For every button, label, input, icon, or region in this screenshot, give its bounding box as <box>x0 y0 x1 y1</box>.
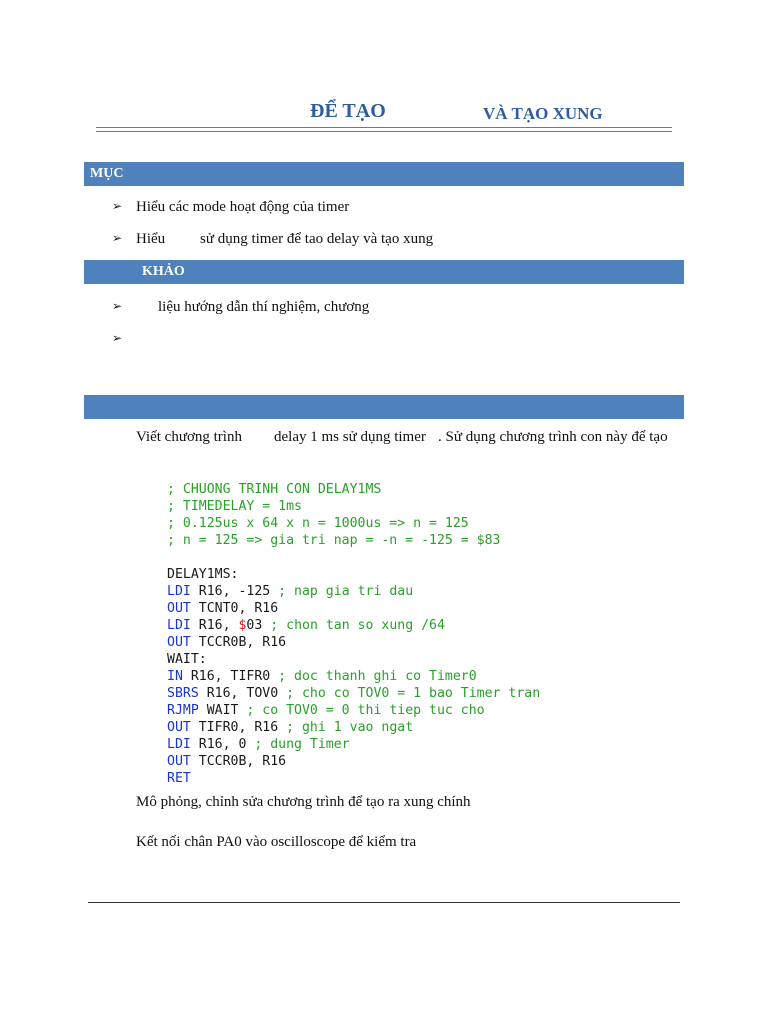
code-inline-comment: ; co TOV0 = 0 thi tiep tuc cho <box>238 703 485 718</box>
code-keyword: LDI <box>167 584 191 599</box>
title-rule-bottom <box>96 131 672 132</box>
code-keyword: IN <box>167 669 183 684</box>
page-title-part-2: VÀ TẠO XUNG <box>483 104 603 123</box>
code-hex-prefix: $ <box>238 618 247 633</box>
task-intro-part-1: Viết chương trình <box>136 429 242 445</box>
code-operands: R16, 0 <box>190 737 247 752</box>
footer-rule <box>88 902 680 903</box>
task-intro-part-3: . Sử dụng chương trình con này để tạo <box>438 429 668 445</box>
code-operands: R16, -125 <box>190 584 271 599</box>
code-listing <box>167 481 540 787</box>
code-operands: R16, TIFR0 <box>182 669 271 684</box>
title-rule-top <box>96 127 672 128</box>
code-inline-comment: ; doc thanh ghi co Timer0 <box>270 669 477 684</box>
section-heading-references: KHẢO <box>84 260 684 284</box>
code-keyword: OUT <box>167 601 191 616</box>
list-item <box>112 230 122 247</box>
code-operands: R16, TOV0 <box>198 686 279 701</box>
code-comment-line: ; TIMEDELAY = 1ms <box>167 499 302 514</box>
list-item <box>112 298 122 315</box>
code-operands: 03 <box>246 618 263 633</box>
code-inline-comment: ; nap gia tri dau <box>270 584 414 599</box>
code-operands: TCCR0B, R16 <box>190 635 287 650</box>
code-keyword: OUT <box>167 720 191 735</box>
code-inline-comment: ; ghi 1 vao ngat <box>278 720 414 735</box>
list-item-text: Hiểu các mode hoạt động của timer <box>136 199 350 215</box>
list-item-text: Hiểu <box>136 231 166 247</box>
code-inline-comment: ; dung Timer <box>246 737 350 752</box>
code-keyword: RET <box>167 771 191 786</box>
code-comment-line: ; n = 125 => gia tri nap = -n = -125 = $83 <box>167 533 501 548</box>
task-paragraph: Mô phỏng, chỉnh sửa chương trình để tạo ra xung chính <box>136 794 471 810</box>
code-comment-line: ; CHUONG TRINH CON DELAY1MS <box>167 482 382 497</box>
code-inline-comment: ; cho co TOV0 = 1 bao Timer tran <box>278 686 541 701</box>
list-item-text: sử dụng timer để tao delay và tạo xung <box>200 231 434 247</box>
code-keyword: LDI <box>167 737 191 752</box>
arrow-bullet-icon: ➢ <box>112 299 123 313</box>
list-item-text: liệu hướng dẫn thí nghiệm, chương <box>158 299 370 315</box>
code-operands: TCCR0B, R16 <box>190 754 287 769</box>
code-keyword: OUT <box>167 635 191 650</box>
list-item <box>112 198 122 215</box>
code-comment-line: ; 0.125us x 64 x n = 1000us => n = 125 <box>167 516 469 531</box>
code-keyword: LDI <box>167 618 191 633</box>
code-label: DELAY1MS: <box>167 567 239 582</box>
code-keyword: RJMP <box>167 703 199 718</box>
task-intro-part-2: delay 1 ms sử dụng timer <box>274 429 426 445</box>
code-operands: R16, <box>190 618 239 633</box>
code-label: WAIT: <box>167 652 207 667</box>
page-title-part-1: ĐỂ TẠO <box>310 100 386 122</box>
arrow-bullet-icon: ➢ <box>112 231 123 245</box>
code-inline-comment: ; chon tan so xung /64 <box>262 618 445 633</box>
arrow-bullet-icon: ➢ <box>112 199 123 213</box>
code-operands: TIFR0, R16 <box>190 720 279 735</box>
code-operands: WAIT <box>198 703 239 718</box>
arrow-bullet-icon: ➢ <box>112 331 123 345</box>
section-heading-objectives: MỤC <box>84 162 684 186</box>
section-heading-tasks <box>84 395 684 419</box>
list-item <box>112 330 122 347</box>
code-keyword: SBRS <box>167 686 199 701</box>
task-paragraph: Kết nối chân PA0 vào oscilloscope để kiểm tra <box>136 834 417 850</box>
code-operands: TCNT0, R16 <box>190 601 279 616</box>
code-keyword: OUT <box>167 754 191 769</box>
